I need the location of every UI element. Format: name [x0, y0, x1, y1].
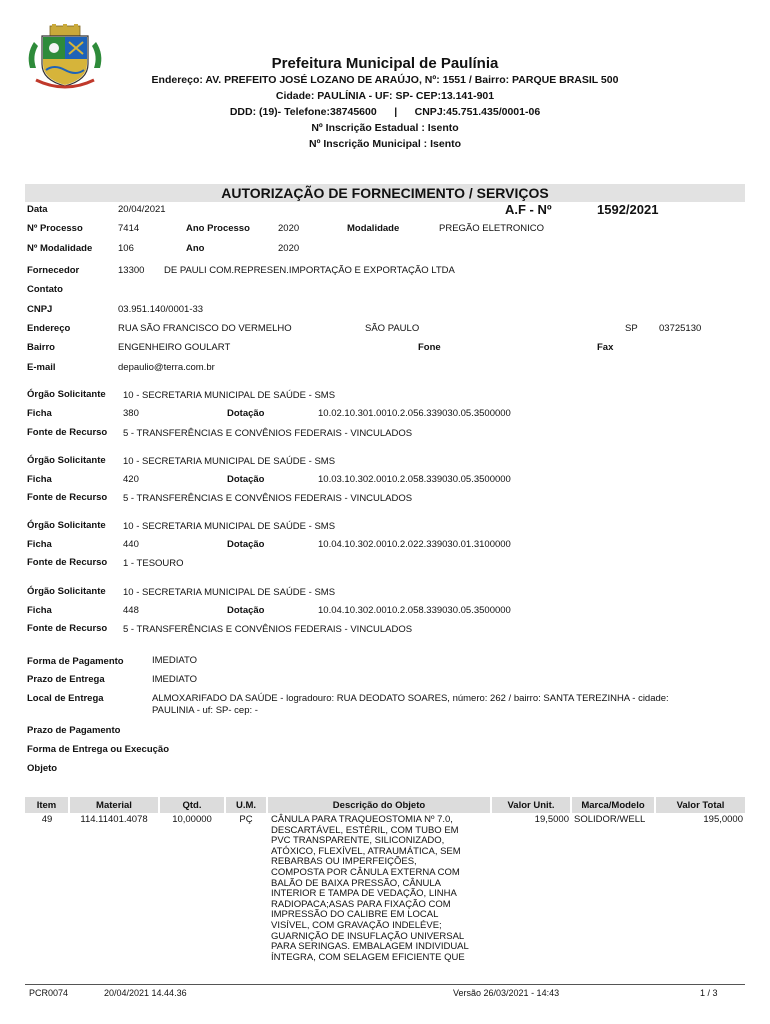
dotacao-value: 10.02.10.301.0010.2.056.339030.05.3500000: [318, 408, 511, 419]
processo-value: 7414: [118, 223, 140, 234]
col-item: Item: [25, 797, 69, 813]
af-number: 1592/2021: [597, 202, 659, 217]
dotacao-label: Dotação: [227, 539, 265, 550]
ficha-value: 440: [123, 539, 139, 550]
objeto-label: Objeto: [27, 763, 58, 774]
fonte-value: 5 - TRANSFERÊNCIAS E CONVÊNIOS FEDERAIS - VINCULADOS: [123, 428, 413, 439]
bairro-value: ENGENHEIRO GOULART: [118, 342, 231, 353]
fornecedor-label: Fornecedor: [27, 265, 80, 276]
processo-label: Nº Processo: [27, 223, 83, 234]
descricao-line: CÂNULA PARA TRAQUEOSTOMIA Nº 7.0,: [271, 814, 453, 825]
nmodalidade-label: Nº Modalidade: [27, 243, 93, 254]
cidade-value: SÃO PAULO: [365, 323, 420, 334]
ficha-label: Ficha: [27, 539, 52, 550]
footer-divider: [25, 984, 745, 985]
email-value: depaulio@terra.com.br: [118, 362, 215, 373]
footer-version: Versão 26/03/2021 - 14:43: [453, 988, 560, 998]
col-um: U.M.: [225, 797, 267, 813]
col-material: Material: [69, 797, 159, 813]
dotacao-label: Dotação: [227, 605, 265, 616]
fonte-label: Fonte de Recurso: [27, 492, 108, 503]
fornecedor-name: DE PAULI COM.REPRESEN.IMPORTAÇÃO E EXPORTAÇÃO LTDA: [164, 265, 455, 276]
col-qtd: Qtd.: [159, 797, 225, 813]
forma-pagamento-value: IMEDIATO: [152, 655, 198, 666]
descricao-line: IMPRESSÃO DO CALIBRE EM LOCAL: [271, 909, 439, 921]
fonte-label: Fonte de Recurso: [27, 623, 108, 634]
ano-processo-label: Ano Processo: [186, 223, 250, 234]
data-label: Data: [27, 204, 48, 215]
bairro-label: Bairro: [27, 342, 55, 353]
ano-processo-value: 2020: [278, 223, 300, 234]
municipal-registration: Nº Inscrição Municipal : Isento: [308, 138, 462, 150]
endereco-value: RUA SÃO FRANCISCO DO VERMELHO: [118, 323, 292, 334]
fonte-value: 1 - TESOURO: [123, 558, 184, 569]
col-valor-unit: Valor Unit.: [491, 797, 571, 813]
ficha-value: 380: [123, 408, 139, 419]
descricao-line: REBARBAS OU IMPERFEIÇÕES,: [271, 856, 417, 868]
orgao-label: Órgão Solicitante: [27, 520, 106, 531]
ficha-value: 448: [123, 605, 139, 616]
modalidade-label: Modalidade: [347, 223, 400, 234]
uf-value: SP: [625, 323, 638, 334]
cep-value: 03725130: [659, 323, 702, 334]
ficha-value: 420: [123, 474, 139, 485]
descricao-line: BALÃO DE BAIXA PRESSÃO, CÂNULA: [271, 877, 442, 889]
dotacao-value: 10.04.10.302.0010.2.022.339030.01.3100000: [318, 539, 511, 550]
dotacao-label: Dotação: [227, 408, 265, 419]
forma-execucao-label: Forma de Entrega ou Execução: [27, 744, 170, 755]
orgao-value: 10 - SECRETARIA MUNICIPAL DE SAÚDE - SMS: [123, 456, 336, 467]
valor-unit-cell: 19,5000: [534, 814, 569, 825]
col-valor-total: Valor Total: [655, 797, 745, 813]
document-title: AUTORIZAÇÃO DE FORNECIMENTO / SERVIÇOS: [221, 185, 549, 201]
fornecedor-code: 13300: [118, 265, 145, 276]
descricao-line: ATÓXICO, FLEXÍVEL, ATRAUMÁTICA, SEM: [271, 845, 461, 857]
qtd-cell: 10,00000: [172, 814, 212, 825]
ano-value: 2020: [278, 243, 300, 254]
orgao-value: 10 - SECRETARIA MUNICIPAL DE SAÚDE - SMS: [123, 587, 336, 598]
valor-total-cell: 195,0000: [703, 814, 743, 825]
descricao-line: PARA SERINGAS. EMBALAGEM INDIVIDUAL: [271, 941, 469, 953]
prazo-entrega-label: Prazo de Entrega: [27, 674, 105, 685]
data-value: 20/04/2021: [118, 204, 166, 215]
modalidade-value: PREGÃO ELETRONICO: [439, 223, 545, 234]
material-cell: 114.11401.4078: [80, 814, 148, 825]
fone-label: Fone: [418, 342, 441, 353]
ficha-label: Ficha: [27, 408, 52, 419]
prazo-pagamento-label: Prazo de Pagamento: [27, 725, 121, 736]
prefecture-phone: DDD: (19)- Telefone:38745600 | CNPJ:45.751.435/0001-06: [229, 106, 541, 118]
fonte-label: Fonte de Recurso: [27, 557, 108, 568]
nmodalidade-value: 106: [118, 243, 134, 254]
af-label: A.F - Nº: [505, 202, 552, 217]
endereco-label: Endereço: [27, 323, 71, 334]
dotacao-label: Dotação: [227, 474, 265, 485]
footer-page: 1 / 3: [700, 988, 718, 998]
descricao-line: PVC TRANSPARENTE, SILICONIZADO,: [271, 835, 445, 847]
ano-label: Ano: [186, 243, 205, 254]
fonte-value: 5 - TRANSFERÊNCIAS E CONVÊNIOS FEDERAIS - VINCULADOS: [123, 493, 413, 504]
item-cell: 49: [41, 814, 53, 825]
descricao-cell: [267, 813, 491, 963]
descricao-line: COMPOSTA POR CÂNULA EXTERNA COM: [271, 866, 460, 878]
descricao-line: GUARNIÇÃO DE INSUFLAÇÃO UNIVERSAL: [271, 930, 465, 942]
orgao-label: Órgão Solicitante: [27, 455, 106, 466]
local-entrega-line1: ALMOXARIFADO DA SAÚDE - logradouro: RUA DEODATO SOARES, número: 262 / bairro: SANTA TEREZINHA - cidade:: [152, 693, 669, 704]
orgao-value: 10 - SECRETARIA MUNICIPAL DE SAÚDE - SMS: [123, 521, 336, 532]
footer-code: PCR0074: [29, 988, 69, 998]
footer-datetime: 20/04/2021 14.44.36: [104, 988, 187, 998]
fonte-value: 5 - TRANSFERÊNCIAS E CONVÊNIOS FEDERAIS - VINCULADOS: [123, 624, 413, 635]
prefecture-title: Prefeitura Municipal de Paulínia: [271, 55, 499, 72]
col-marca: Marca/Modelo: [571, 797, 655, 813]
prefecture-address: Endereço: AV. PREFEITO JOSÉ LOZANO DE ARAÚJO, Nº: 1551 / Bairro: PARQUE BRASIL 500: [151, 74, 619, 86]
local-entrega-line2: PAULINIA - uf: SP- cep: -: [152, 705, 258, 716]
descricao-line: RADIOPACA;ASAS PARA FIXAÇÃO COM: [271, 898, 451, 910]
marca-cell: SOLIDOR/WELL: [574, 814, 646, 825]
items-table: [25, 797, 745, 963]
fonte-label: Fonte de Recurso: [27, 427, 108, 438]
dotacao-value: 10.03.10.302.0010.2.058.339030.05.3500000: [318, 474, 511, 485]
ficha-label: Ficha: [27, 474, 52, 485]
descricao-line: INTERIOR E TAMPA DE VEDAÇÃO, LINHA: [271, 888, 457, 900]
forma-pagamento-label: Forma de Pagamento: [27, 656, 124, 667]
municipal-crest-icon: [24, 24, 106, 90]
prefecture-city: Cidade: PAULÍNIA - UF: SP- CEP:13.141-901: [275, 90, 495, 102]
descricao-line: DESCARTÁVEL, ESTÉRIL, COM TUBO EM: [271, 824, 459, 836]
cnpj-label: CNPJ: [27, 304, 53, 315]
dotacao-value: 10.04.10.302.0010.2.058.339030.05.3500000: [318, 605, 511, 616]
um-cell: PÇ: [239, 814, 253, 825]
orgao-value: 10 - SECRETARIA MUNICIPAL DE SAÚDE - SMS: [123, 390, 336, 401]
contato-label: Contato: [27, 284, 63, 295]
col-descricao: Descrição do Objeto: [267, 797, 491, 813]
orgao-label: Órgão Solicitante: [27, 586, 106, 597]
email-label: E-mail: [27, 362, 56, 373]
orgao-label: Órgão Solicitante: [27, 389, 106, 400]
table-row: [25, 813, 745, 963]
local-entrega-label: Local de Entrega: [27, 693, 104, 704]
fax-label: Fax: [597, 342, 614, 353]
table-header-row: [25, 797, 745, 813]
descricao-line: ÍNTEGRA, COM SELAGEM EFICIENTE QUE: [271, 951, 465, 963]
ficha-label: Ficha: [27, 605, 52, 616]
descricao-line: VISÍVEL, COM GRAVAÇÃO INDELÉVE;: [271, 919, 442, 931]
prazo-entrega-value: IMEDIATO: [152, 674, 198, 685]
state-registration: Nº Inscrição Estadual : Isento: [311, 122, 459, 134]
cnpj-value: 03.951.140/0001-33: [118, 304, 204, 315]
